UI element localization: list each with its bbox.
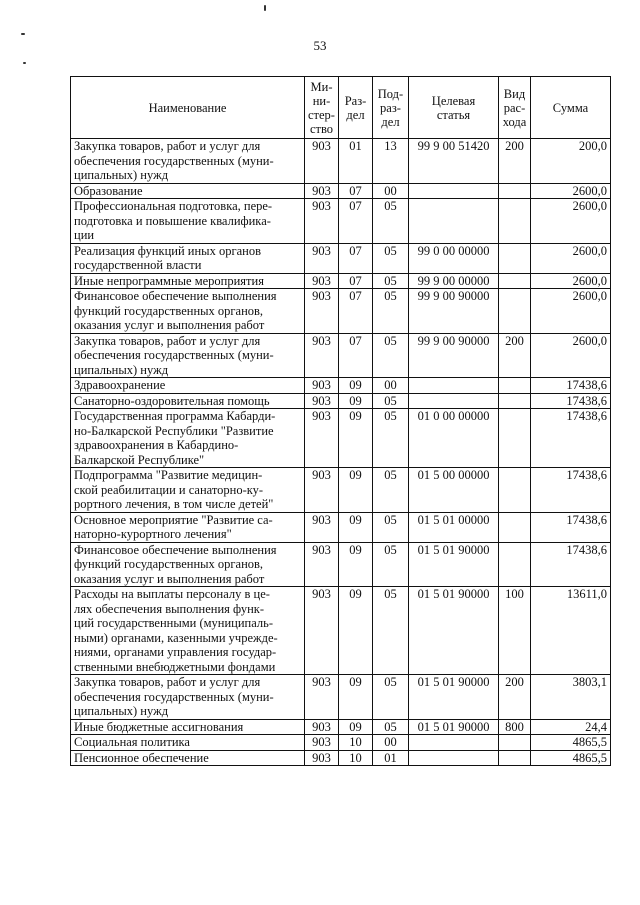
cell-amount: 200,0 — [531, 139, 611, 184]
cell-section: 09 — [339, 587, 373, 675]
cell-subsection: 05 — [373, 273, 409, 289]
cell-expense-type — [499, 468, 531, 513]
table-row — [71, 468, 611, 513]
cell-amount: 17438,6 — [531, 468, 611, 513]
cell-expense-type — [499, 273, 531, 289]
cell-expense-type — [499, 750, 531, 766]
cell-target: 01 5 01 90000 — [409, 675, 499, 720]
cell-name: Санаторно-оздоровительная помощь — [71, 393, 305, 409]
cell-name: Иные бюджетные ассигнования — [71, 719, 305, 735]
cell-amount: 17438,6 — [531, 393, 611, 409]
table-row — [71, 243, 611, 273]
cell-expense-type — [499, 289, 531, 334]
table-row — [71, 139, 611, 184]
cell-ministry: 903 — [305, 542, 339, 587]
cell-ministry: 903 — [305, 512, 339, 542]
cell-expense-type: 100 — [499, 587, 531, 675]
cell-target — [409, 378, 499, 394]
table-row — [71, 409, 611, 468]
cell-target — [409, 393, 499, 409]
cell-target — [409, 750, 499, 766]
table-row — [71, 393, 611, 409]
table-row — [71, 750, 611, 766]
budget-table — [70, 76, 611, 766]
cell-name: Профессиональная подготовка, пере- подготовка и повышение квалифика- ции — [71, 199, 305, 244]
cell-name: Закупка товаров, работ и услуг для обеспечения государственных (муни- ципальных) нужд — [71, 675, 305, 720]
table-header-row — [71, 77, 611, 139]
cell-subsection: 01 — [373, 750, 409, 766]
header-expense-type: Вид рас- хода — [499, 77, 531, 139]
cell-name: Здравоохранение — [71, 378, 305, 394]
cell-name: Закупка товаров, работ и услуг для обеспечения государственных (муни- ципальных) нужд — [71, 139, 305, 184]
cell-expense-type — [499, 393, 531, 409]
cell-ministry: 903 — [305, 409, 339, 468]
cell-section: 09 — [339, 512, 373, 542]
cell-target: 99 9 00 90000 — [409, 333, 499, 378]
table-row — [71, 512, 611, 542]
cell-expense-type — [499, 735, 531, 751]
header-subsection: Под- раз- дел — [373, 77, 409, 139]
cell-amount: 2600,0 — [531, 199, 611, 244]
cell-subsection: 05 — [373, 409, 409, 468]
cell-section: 07 — [339, 273, 373, 289]
cell-name: Иные непрограммные мероприятия — [71, 273, 305, 289]
cell-target: 99 9 00 00000 — [409, 273, 499, 289]
cell-target: 01 5 00 00000 — [409, 468, 499, 513]
cell-ministry: 903 — [305, 719, 339, 735]
cell-amount: 2600,0 — [531, 333, 611, 378]
cell-section: 07 — [339, 183, 373, 199]
cell-ministry: 903 — [305, 333, 339, 378]
cell-subsection: 00 — [373, 735, 409, 751]
cell-name: Финансовое обеспечение выполнения функций государственных органов, оказания услуг и выполнения работ — [71, 542, 305, 587]
cell-expense-type: 800 — [499, 719, 531, 735]
table-row — [71, 675, 611, 720]
cell-section: 09 — [339, 675, 373, 720]
cell-ministry: 903 — [305, 378, 339, 394]
cell-section: 07 — [339, 289, 373, 334]
cell-section: 07 — [339, 243, 373, 273]
cell-ministry: 903 — [305, 393, 339, 409]
cell-ministry: 903 — [305, 139, 339, 184]
cell-ministry: 903 — [305, 183, 339, 199]
cell-ministry: 903 — [305, 675, 339, 720]
cell-subsection: 00 — [373, 378, 409, 394]
cell-subsection: 05 — [373, 542, 409, 587]
cell-section: 07 — [339, 199, 373, 244]
cell-name: Закупка товаров, работ и услуг для обеспечения государственных (муни- ципальных) нужд — [71, 333, 305, 378]
header-target: Целевая статья — [409, 77, 499, 139]
cell-subsection: 05 — [373, 468, 409, 513]
cell-subsection: 05 — [373, 393, 409, 409]
page-number: 53 — [313, 38, 327, 53]
cell-subsection: 05 — [373, 512, 409, 542]
cell-subsection: 05 — [373, 199, 409, 244]
table-row — [71, 542, 611, 587]
cell-target: 01 5 01 00000 — [409, 512, 499, 542]
cell-subsection: 13 — [373, 139, 409, 184]
table-row — [71, 735, 611, 751]
cell-section: 09 — [339, 393, 373, 409]
cell-section: 09 — [339, 409, 373, 468]
table-row — [71, 199, 611, 244]
cell-subsection: 05 — [373, 243, 409, 273]
cell-amount: 2600,0 — [531, 243, 611, 273]
cell-amount: 24,4 — [531, 719, 611, 735]
cell-section: 10 — [339, 735, 373, 751]
cell-target — [409, 183, 499, 199]
cell-name: Государственная программа Кабарди- но-Балкарской Республики "Развитие здравоохранения в Кабардино- Балкарской Республике" — [71, 409, 305, 468]
cell-subsection: 00 — [373, 183, 409, 199]
table-row — [71, 719, 611, 735]
cell-target: 99 0 00 00000 — [409, 243, 499, 273]
cell-name: Пенсионное обеспечение — [71, 750, 305, 766]
cell-target — [409, 199, 499, 244]
cell-name: Финансовое обеспечение выполнения функций государственных органов, оказания услуг и выполнения работ — [71, 289, 305, 334]
cell-target: 01 5 01 90000 — [409, 587, 499, 675]
cell-amount: 2600,0 — [531, 183, 611, 199]
cell-section: 09 — [339, 719, 373, 735]
cell-subsection: 05 — [373, 333, 409, 378]
cell-section: 10 — [339, 750, 373, 766]
table-row — [71, 587, 611, 675]
header-amount: Сумма — [531, 77, 611, 139]
cell-subsection: 05 — [373, 289, 409, 334]
cell-section: 01 — [339, 139, 373, 184]
cell-target: 01 5 01 90000 — [409, 719, 499, 735]
cell-expense-type — [499, 243, 531, 273]
cell-name: Подпрограмма "Развитие медицин- ской реабилитации и санаторно-ку- рортного лечения, в том числе детей" — [71, 468, 305, 513]
cell-amount: 4865,5 — [531, 750, 611, 766]
cell-ministry: 903 — [305, 735, 339, 751]
cell-name: Социальная политика — [71, 735, 305, 751]
cell-expense-type: 200 — [499, 139, 531, 184]
cell-name: Основное мероприятие "Развитие са- наторно-курортного лечения" — [71, 512, 305, 542]
table-row — [71, 183, 611, 199]
scan-speck — [264, 5, 266, 11]
cell-subsection: 05 — [373, 719, 409, 735]
cell-ministry: 903 — [305, 750, 339, 766]
cell-subsection: 05 — [373, 675, 409, 720]
cell-name: Реализация функций иных органов государственной власти — [71, 243, 305, 273]
cell-name: Расходы на выплаты персоналу в це- лях обеспечения выполнения функ- ций государственными (муниципаль- ными) органами, казенными учрежде- ниями, органами управления государ- ственными внебюджетными фондами — [71, 587, 305, 675]
cell-section: 09 — [339, 468, 373, 513]
cell-target: 01 5 01 90000 — [409, 542, 499, 587]
cell-section: 07 — [339, 333, 373, 378]
cell-amount: 4865,5 — [531, 735, 611, 751]
header-section: Раз- дел — [339, 77, 373, 139]
cell-amount: 13611,0 — [531, 587, 611, 675]
cell-ministry: 903 — [305, 199, 339, 244]
cell-amount: 2600,0 — [531, 273, 611, 289]
cell-ministry: 903 — [305, 587, 339, 675]
cell-target: 99 9 00 90000 — [409, 289, 499, 334]
cell-amount: 3803,1 — [531, 675, 611, 720]
table-row — [71, 378, 611, 394]
cell-amount: 17438,6 — [531, 409, 611, 468]
cell-ministry: 903 — [305, 273, 339, 289]
cell-amount: 17438,6 — [531, 378, 611, 394]
cell-ministry: 903 — [305, 243, 339, 273]
cell-ministry: 903 — [305, 468, 339, 513]
cell-amount: 17438,6 — [531, 542, 611, 587]
scan-speck — [21, 33, 25, 35]
table-row — [71, 289, 611, 334]
cell-expense-type — [499, 199, 531, 244]
header-name: Наименование — [71, 77, 305, 139]
cell-target: 01 0 00 00000 — [409, 409, 499, 468]
cell-expense-type — [499, 378, 531, 394]
cell-target — [409, 735, 499, 751]
cell-section: 09 — [339, 378, 373, 394]
cell-expense-type — [499, 542, 531, 587]
cell-ministry: 903 — [305, 289, 339, 334]
cell-expense-type — [499, 183, 531, 199]
cell-expense-type — [499, 409, 531, 468]
cell-amount: 2600,0 — [531, 289, 611, 334]
table-row — [71, 333, 611, 378]
cell-target: 99 9 00 51420 — [409, 139, 499, 184]
cell-expense-type: 200 — [499, 333, 531, 378]
cell-amount: 17438,6 — [531, 512, 611, 542]
table-row — [71, 273, 611, 289]
header-ministry: Ми- ни- стер- ство — [305, 77, 339, 139]
cell-name: Образование — [71, 183, 305, 199]
cell-expense-type: 200 — [499, 675, 531, 720]
scan-speck — [23, 62, 26, 64]
cell-subsection: 05 — [373, 587, 409, 675]
cell-section: 09 — [339, 542, 373, 587]
cell-expense-type — [499, 512, 531, 542]
